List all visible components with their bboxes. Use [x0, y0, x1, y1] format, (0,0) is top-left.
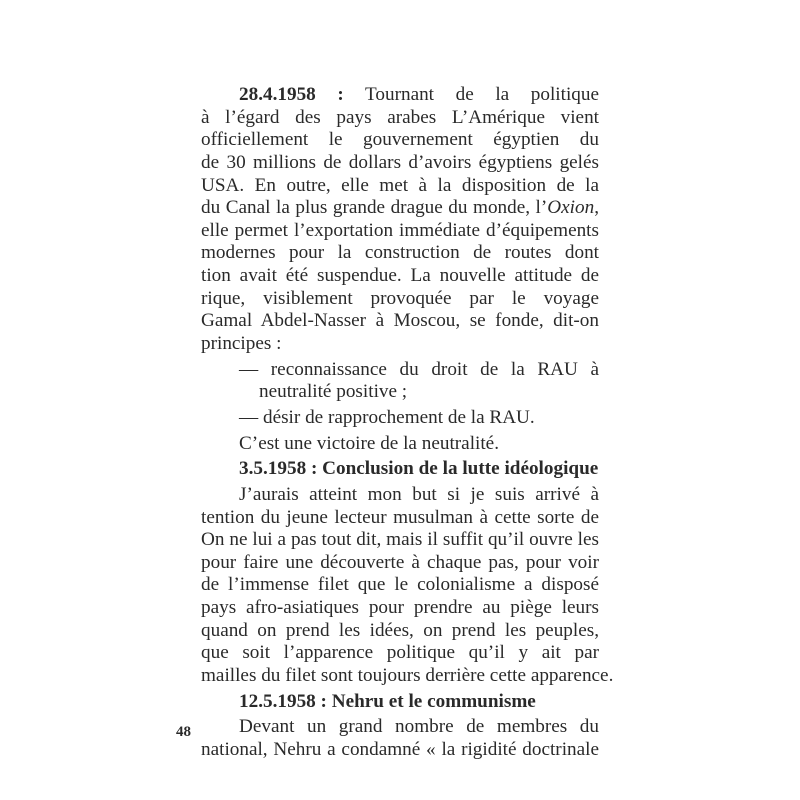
text-line: quand on prend les idées, on prend les peuples, [201, 619, 599, 641]
entry-title: Tournant de la politique [365, 84, 599, 105]
entry-heading: 3.5.1958 : Conclusion de la lutte idéologique [239, 458, 599, 480]
text-line: que soit l’apparence politique qu’il y ait par [201, 642, 599, 664]
ship-name: Oxion [547, 197, 595, 219]
text-line: tention du jeune lecteur musulman à cette sorte de [201, 506, 599, 528]
text-line: Devant un grand nombre de membres du [239, 716, 599, 738]
text-line: mailles du filet sont toujours derrière cette apparence. [201, 665, 614, 687]
text-line-oxion [201, 197, 599, 220]
text-line: national, Nehru a condamné « la rigidité doctrinale [201, 738, 599, 760]
conclusion-line: C’est une victoire de la neutralité. [239, 432, 499, 454]
bullet-item: — reconnaissance du droit de la RAU à [239, 358, 599, 380]
text-fragment: , [594, 197, 599, 219]
text-line: à l’égard des pays arabes L’Amérique vient [201, 106, 599, 128]
text-line: de l’immense filet que le colonialisme a disposé [201, 574, 599, 596]
text-line: Gamal Abdel-Nasser à Moscou, se fonde, dit-on [201, 310, 599, 332]
text-line: elle permet l’exportation immédiate d’équipements [201, 219, 599, 241]
text-line: pays afro-asiatiques pour prendre au piège leurs [201, 597, 599, 619]
text-line: modernes pour la construction de routes dont [201, 242, 599, 264]
entry-date: 28.4.1958 : [239, 84, 344, 105]
entry-heading: 12.5.1958 : Nehru et le communisme [239, 690, 536, 712]
text-line: tion avait été suspendue. La nouvelle attitude de [201, 265, 599, 287]
text-line: officiellement le gouvernement égyptien du [201, 129, 599, 151]
entry-1-first-line [201, 84, 599, 107]
text-line: On ne lui a pas tout dit, mais il suffit qu’il ouvre les [201, 529, 599, 551]
text-line: de 30 millions de dollars d’avoirs égyptiens gelés [201, 151, 599, 173]
text-fragment: du Canal la plus grande drague du monde, l’ [201, 197, 548, 219]
text-line: USA. En outre, elle met à la disposition de la [201, 174, 599, 196]
bullet-item: — désir de rapprochement de la RAU. [239, 406, 535, 428]
text-line: principes : [201, 333, 282, 355]
text-line: rique, visiblement provoquée par le voyage [201, 287, 599, 309]
text-line: pour faire une découverte à chaque pas, pour voir [201, 551, 599, 573]
body-text [201, 84, 614, 762]
page-number: 48 [176, 724, 191, 740]
bullet-item-continuation: neutralité positive ; [259, 381, 408, 403]
text-line: J’aurais atteint mon but si je suis arrivé à [239, 483, 599, 505]
